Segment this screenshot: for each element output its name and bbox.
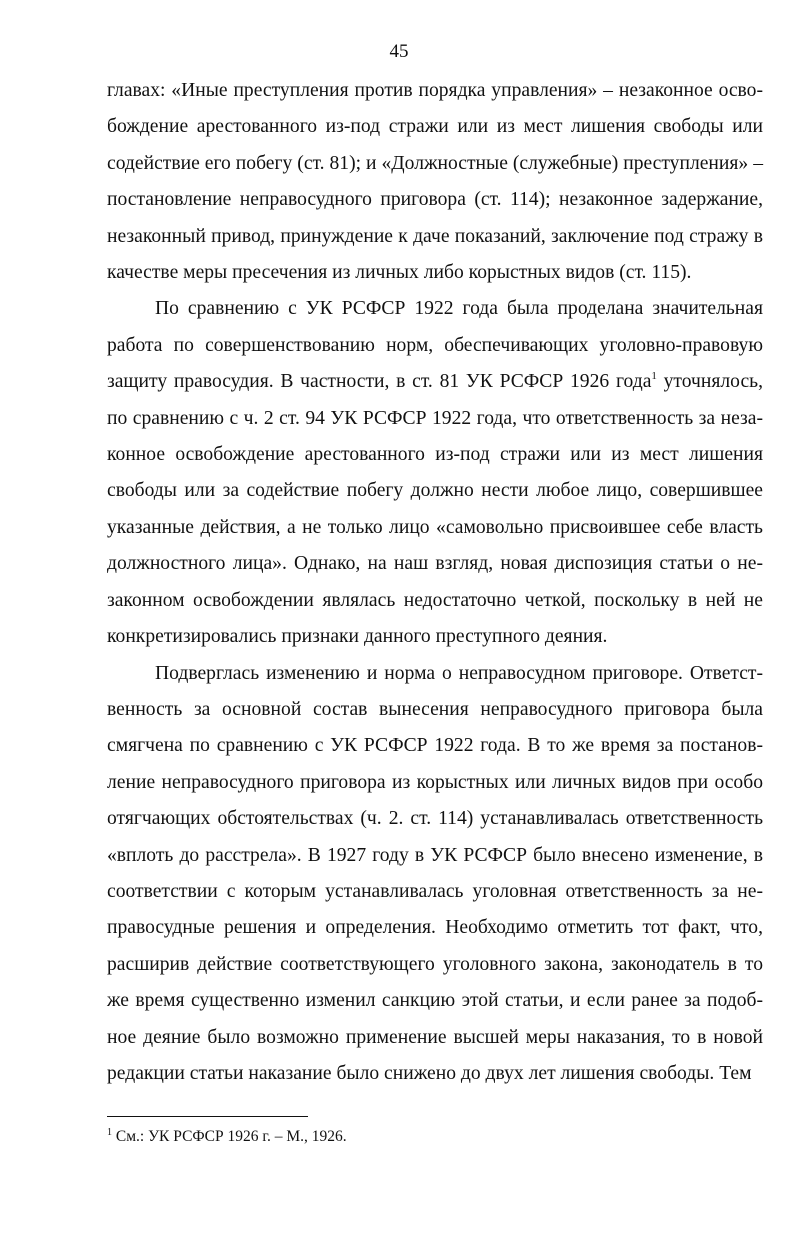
paragraph-2-text-start: По сравнению с УК РСФСР 1922 года была проделана значительная работа по совершенствованию норм, обеспечивающих уголовно-правовую защиту правосудия. В частности, в ст. 81 УК РСФСР 1926 года (107, 298, 763, 393)
paragraph-2-text-end: уточнялось, по сравнению с ч. 2 ст. 94 УК РСФСР 1922 года, что ответственность за незаконное освобождение арестованного из-под стражи или из мест лишения свободы или за содействие побегу должно нести любое лицо, совершившее указанные действия, а не только лицо «самовольно присвоившее себе власть должностного лица». Однако, на наш взгляд, новая диспозиция статьи о незаконном освобождении являлась недостаточно четкой, поскольку в ней не конкретизировались признаки данного преступного деяния. (107, 371, 763, 648)
footnote (107, 1127, 763, 1147)
footnote-separator (107, 1116, 308, 1117)
paragraph-2 (107, 291, 763, 655)
footnote-reference: 1 (651, 370, 657, 383)
footnote-text: См.: УК РСФСР 1926 г. – М., 1926. (112, 1128, 347, 1145)
paragraph-3: Подверглась изменению и норма о неправосудном приговоре. Ответственность за основной состав вынесения неправосудного приговора была смягчена по сравнению с УК РСФСР 1922 года. В то же время за постановление неправосудного приговора из корыстных или личных видов при особо отягчающих обстоятельствах (ч. 2. ст. 114) устанавливалась ответственность «вплоть до расстрела». В 1927 году в УК РСФСР было внесено изменение, в соответствии с которым устанавливалась уголовная ответственность за неправосудные решения и определения. Необходимо отметить тот факт, что, расширив действие соответствующего уголовного закона, законодатель в то же время существенно изменил санкцию этой статьи, и если ранее за подобное деяние было возможно применение высшей меры наказания, то в новой редакции статьи наказание было снижено до двух лет лишения свободы. Тем (107, 662, 763, 1084)
paragraph-1: главах: «Иные преступления против порядка управления» – незаконное освобождение арестованного из-под стражи или из мест лишения свободы или содействие его побегу (ст. 81); и «Должностные (служебные) преступления» – постановление неправосудного приговора (ст. 114); незаконное задержание, незаконный привод, принуждение к даче показаний, заключение под стражу в качестве меры пресечения из личных либо корыстных видов (ст. 115). (107, 80, 763, 284)
body-text (107, 73, 763, 1092)
footnote-marker: 1 (107, 1127, 112, 1138)
page-number: 45 (389, 41, 409, 62)
